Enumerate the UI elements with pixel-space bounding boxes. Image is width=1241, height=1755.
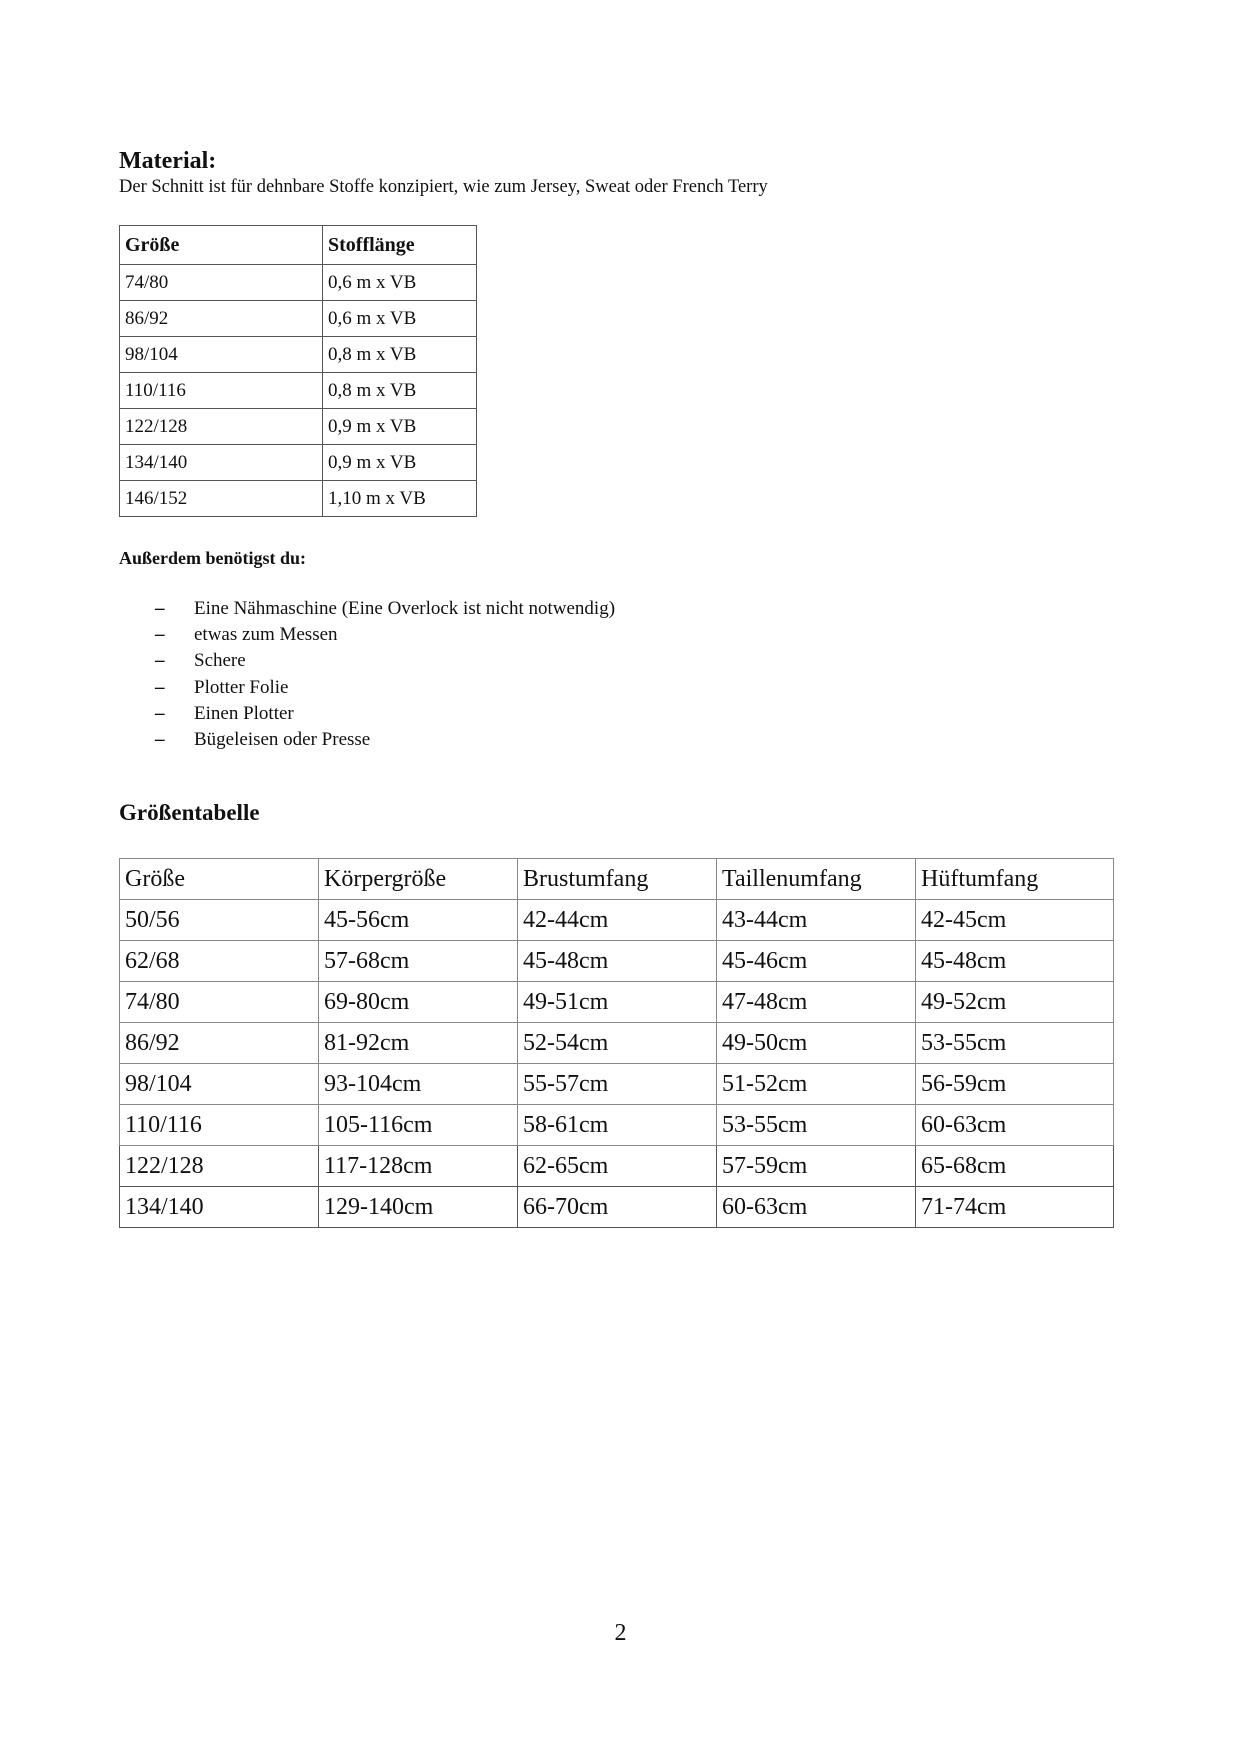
hip-cell: 60-63cm	[916, 1105, 1114, 1146]
table-row	[120, 481, 477, 517]
size-cell: 122/128	[120, 409, 323, 445]
table-row	[120, 941, 1114, 982]
body-height-cell: 129-140cm	[319, 1187, 518, 1228]
dash-bullet-icon: –	[155, 650, 165, 672]
hip-cell: 45-48cm	[916, 941, 1114, 982]
size-cell: 98/104	[120, 337, 323, 373]
size-cell: 134/140	[120, 1187, 319, 1228]
size-cell: 74/80	[120, 265, 323, 301]
waist-cell: 57-59cm	[717, 1146, 916, 1187]
table-row	[120, 409, 477, 445]
table-row	[120, 982, 1114, 1023]
fabric-length-cell: 0,6 m x VB	[323, 265, 477, 301]
page-number: 2	[614, 1620, 627, 1646]
chest-cell: 42-44cm	[518, 900, 717, 941]
waist-cell: 53-55cm	[717, 1105, 916, 1146]
table-row	[120, 445, 477, 481]
body-height-cell: 57-68cm	[319, 941, 518, 982]
size-cell: 122/128	[120, 1146, 319, 1187]
body-height-cell: 45-56cm	[319, 900, 518, 941]
body-height-cell: 117-128cm	[319, 1146, 518, 1187]
table-header-row	[120, 226, 477, 265]
list-item-text: Eine Nähmaschine (Eine Overlock ist nicht notwendig)	[194, 598, 616, 619]
fabric-length-table	[119, 225, 477, 517]
list-item-text: etwas zum Messen	[194, 624, 338, 646]
chest-cell: 52-54cm	[518, 1023, 717, 1064]
body-height-cell: 93-104cm	[319, 1064, 518, 1105]
fabric-length-cell: 0,8 m x VB	[323, 373, 477, 409]
header-waist: Taillenumfang	[717, 859, 916, 900]
hip-cell: 49-52cm	[916, 982, 1114, 1023]
size-cell: 110/116	[120, 373, 323, 409]
header-body-height: Körpergröße	[319, 859, 518, 900]
hip-cell: 53-55cm	[916, 1023, 1114, 1064]
waist-cell: 43-44cm	[717, 900, 916, 941]
table-row	[120, 1187, 1114, 1228]
list-item-text: Plotter Folie	[194, 676, 289, 698]
table-row	[120, 1023, 1114, 1064]
header-hip: Hüftumfang	[916, 859, 1114, 900]
body-height-cell: 69-80cm	[319, 982, 518, 1023]
list-item-text: Einen Plotter	[194, 702, 294, 724]
list-item-text: Schere	[194, 650, 246, 672]
waist-cell: 60-63cm	[717, 1187, 916, 1228]
size-chart-table	[119, 858, 1114, 1228]
fabric-length-cell: 0,6 m x VB	[323, 301, 477, 337]
size-cell: 98/104	[120, 1064, 319, 1105]
list-item	[155, 701, 615, 727]
waist-cell: 51-52cm	[717, 1064, 916, 1105]
material-heading: Material:	[119, 148, 217, 174]
list-item-text: Bügeleisen oder Presse	[194, 728, 371, 750]
dash-bullet-icon: –	[155, 624, 165, 646]
body-height-cell: 81-92cm	[319, 1023, 518, 1064]
size-cell: 86/92	[120, 1023, 319, 1064]
list-item	[155, 648, 615, 674]
chest-cell: 62-65cm	[518, 1146, 717, 1187]
size-cell: 50/56	[120, 900, 319, 941]
dash-bullet-icon: –	[155, 598, 165, 619]
size-cell: 86/92	[120, 301, 323, 337]
size-chart-heading: Größentabelle	[119, 800, 260, 825]
chest-cell: 58-61cm	[518, 1105, 717, 1146]
table-row	[120, 301, 477, 337]
table-header-row	[120, 859, 1114, 900]
extras-list	[155, 596, 615, 753]
list-item	[155, 727, 615, 753]
table-row	[120, 1146, 1114, 1187]
size-cell: 74/80	[120, 982, 319, 1023]
table-row	[120, 900, 1114, 941]
list-item	[155, 596, 615, 622]
extras-heading: Außerdem benötigst du:	[119, 548, 307, 568]
chest-cell: 49-51cm	[518, 982, 717, 1023]
dash-bullet-icon: –	[155, 676, 165, 698]
table-row	[120, 1105, 1114, 1146]
chest-cell: 45-48cm	[518, 941, 717, 982]
size-cell: 146/152	[120, 481, 323, 517]
material-intro: Der Schnitt ist für dehnbare Stoffe konzipiert, wie zum Jersey, Sweat oder French Terry	[119, 177, 768, 197]
hip-cell: 65-68cm	[916, 1146, 1114, 1187]
chest-cell: 55-57cm	[518, 1064, 717, 1105]
header-chest: Brustumfang	[518, 859, 717, 900]
list-item	[155, 675, 615, 701]
size-cell: 110/116	[120, 1105, 319, 1146]
table-row	[120, 373, 477, 409]
table-row	[120, 1064, 1114, 1105]
size-cell: 62/68	[120, 941, 319, 982]
hip-cell: 42-45cm	[916, 900, 1114, 941]
fabric-length-cell: 0,9 m x VB	[323, 445, 477, 481]
header-size: Größe	[120, 859, 319, 900]
fabric-length-cell: 1,10 m x VB	[323, 481, 477, 517]
hip-cell: 56-59cm	[916, 1064, 1114, 1105]
header-fabric-length: Stofflänge	[323, 226, 477, 265]
list-item	[155, 622, 615, 648]
waist-cell: 49-50cm	[717, 1023, 916, 1064]
hip-cell: 71-74cm	[916, 1187, 1114, 1228]
dash-bullet-icon: –	[155, 702, 165, 724]
body-height-cell: 105-116cm	[319, 1105, 518, 1146]
table-row	[120, 265, 477, 301]
table-row	[120, 337, 477, 373]
size-cell: 134/140	[120, 445, 323, 481]
fabric-length-cell: 0,8 m x VB	[323, 337, 477, 373]
fabric-length-cell: 0,9 m x VB	[323, 409, 477, 445]
waist-cell: 45-46cm	[717, 941, 916, 982]
dash-bullet-icon: –	[155, 728, 165, 750]
header-size: Größe	[120, 226, 323, 265]
chest-cell: 66-70cm	[518, 1187, 717, 1228]
waist-cell: 47-48cm	[717, 982, 916, 1023]
